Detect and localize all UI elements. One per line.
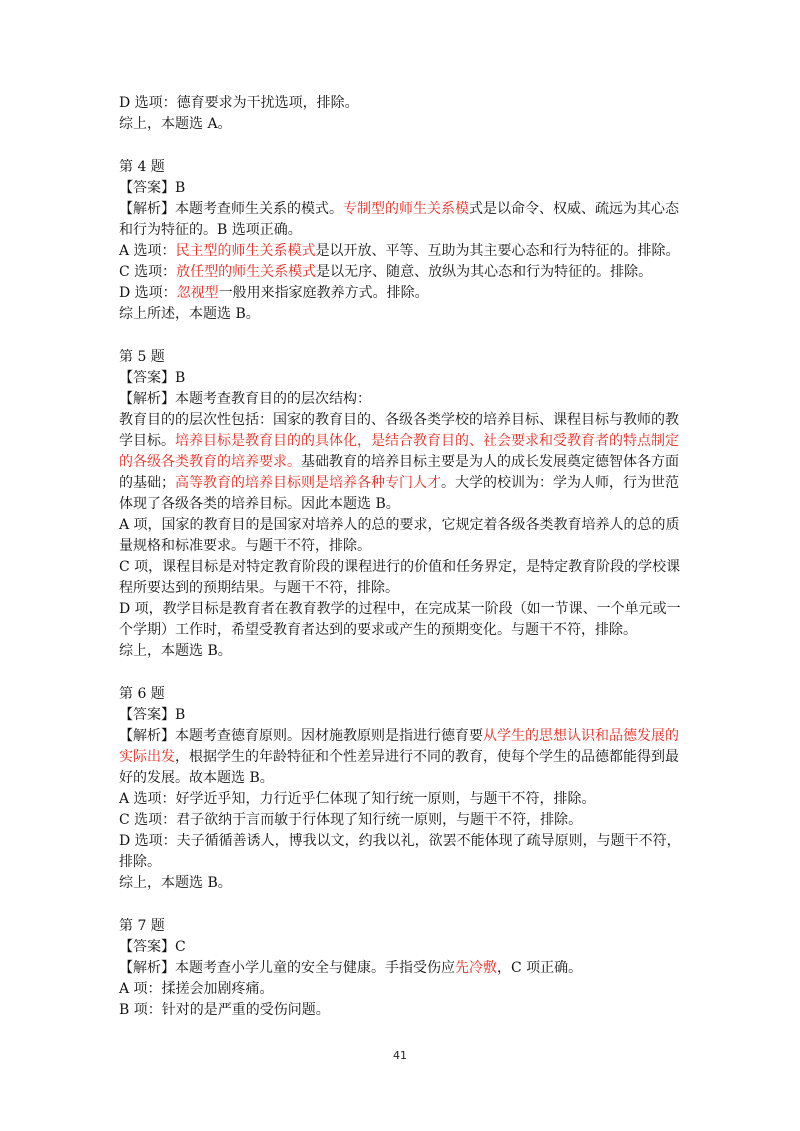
q7-title: 第 7 题 xyxy=(119,918,165,934)
q4-a-prefix: A 选项： xyxy=(119,243,176,259)
q5-option-c-line1: C 项，课程目标是对特定教育阶段的课程进行的价值和任务界定，是特定教育阶段的学校课 xyxy=(119,559,681,575)
q4-analysis-line1 xyxy=(119,199,687,220)
q7-answer: 【答案】C xyxy=(119,939,186,955)
q5-p2-highlight: 培养目标是教育目的的具体化，是结合教育目的、社会要求和受教育者的特点制定 xyxy=(175,433,679,449)
q6-title: 第 6 题 xyxy=(119,686,165,702)
q4-a-suffix: 是以开放、平等、互助为其主要心态和行为特征的。排除。 xyxy=(315,243,680,259)
q7-analysis-highlight: 先冷敷 xyxy=(455,960,497,976)
q6-analysis-line2 xyxy=(119,747,687,768)
q4-c-highlight: 放任型的师生关系模式 xyxy=(176,264,317,280)
q4-option-d xyxy=(119,283,687,304)
q6-option-d-line2: 排除。 xyxy=(119,854,161,870)
q4-analysis-line2: 和行为特征的。B 选项正确。 xyxy=(119,222,302,238)
q6-analysis-suffix: ，根据学生的年龄特征和个性差异进行不同的教育，使每个学生的品德都能得到最 xyxy=(175,749,679,765)
q5-summary: 综上，本题选 B。 xyxy=(119,643,232,659)
q5-answer: 【答案】B xyxy=(119,370,186,386)
q4-d-suffix: 一般用来指家庭教养方式。排除。 xyxy=(218,285,429,301)
page-content xyxy=(119,93,687,1021)
q6-analysis-line1 xyxy=(119,726,687,747)
q5-para-line3 xyxy=(119,452,687,473)
q4-c-prefix: C 选项： xyxy=(119,264,177,280)
page-number: 41 xyxy=(393,1049,407,1062)
q5-p4-highlight: 高等教育的培养目标则是培养各种专门人才 xyxy=(175,475,441,491)
q5-para-line4 xyxy=(119,473,687,494)
q4-answer: 【答案】B xyxy=(119,180,186,196)
prev-d-option: D 选项：德育要求为干扰选项，排除。 xyxy=(119,95,359,111)
q7-analysis-prefix: 【解析】本题考查小学儿童的安全与健康。手指受伤应 xyxy=(119,960,455,976)
q6-analysis-line3: 好的发展。故本题选 B。 xyxy=(119,770,274,786)
q7-option-b: B 项：针对的是严重的受伤问题。 xyxy=(119,1002,330,1018)
q5-p2-prefix: 学目标。 xyxy=(119,433,175,449)
q7-analysis xyxy=(119,958,687,979)
prev-summary: 综上，本题选 A。 xyxy=(119,116,232,132)
q5-option-c-line2: 程所要达到的预期结果。与题干不符，排除。 xyxy=(119,580,399,596)
q4-title: 第 4 题 xyxy=(119,159,165,175)
q6-analysis-highlight-2: 实际出发 xyxy=(119,749,175,765)
q6-option-d-line1: D 选项：夫子循循善诱人，博我以文，约我以礼，欲罢不能体现了疏导原则，与题干不符， xyxy=(119,833,681,849)
q4-a-highlight: 民主型的师生关系模式 xyxy=(175,243,316,259)
q4-analysis-prefix: 【解析】本题考查师生关系的模式。 xyxy=(119,201,343,217)
q4-analysis-highlight: 专制型的师生关系模 xyxy=(343,201,469,217)
q7-option-a: A 项：揉搓会加剧疼痛。 xyxy=(119,981,274,997)
q5-para-line2 xyxy=(119,431,687,452)
q4-summary: 综上所述，本题选 B。 xyxy=(119,306,260,322)
q4-d-highlight: 忽视型 xyxy=(176,285,219,301)
q5-option-d-line2: 个学期）工作时，希望受教育者达到的要求或产生的预期变化。与题干不符，排除。 xyxy=(119,622,637,638)
q6-summary: 综上，本题选 B。 xyxy=(119,875,232,891)
q4-option-c xyxy=(119,262,687,283)
q4-d-prefix: D 选项： xyxy=(119,285,177,301)
q6-answer: 【答案】B xyxy=(119,707,186,723)
q6-analysis-highlight-1: 从学生的思想认识和品德发展的 xyxy=(483,728,679,744)
q6-option-c: C 选项：君子欲纳于言而敏于行体现了知行统一原则，与题干不符，排除。 xyxy=(119,812,583,828)
q5-p4-prefix: 的基础； xyxy=(119,475,175,491)
q7-analysis-suffix: ，C 项正确。 xyxy=(497,960,583,976)
q5-para-line5: 体现了各级各类的培养目标。因此本题选 B。 xyxy=(119,496,400,512)
q5-p4-suffix: 。大学的校训为：学为人师，行为世范 xyxy=(441,475,679,491)
q5-analysis: 【解析】本题考查教育目的的层次结构： xyxy=(119,391,371,407)
q5-option-d-line1: D 项，教学目标是教育者在教育教学的过程中，在完成某一阶段（如一节课、一个单元或一 xyxy=(119,601,681,617)
q6-analysis-prefix: 【解析】本题考查德育原则。因材施教原则是指进行德育要 xyxy=(119,728,483,744)
q4-c-suffix: 是以无序、随意、放纵为其心态和行为特征的。排除。 xyxy=(316,264,653,280)
q5-para-line1: 教育目的的层次性包括：国家的教育目的、各级各类学校的培养目标、课程目标与教师的教 xyxy=(119,412,679,428)
q5-p3-highlight: 的各级各类教育的培养要求。 xyxy=(119,454,301,470)
q6-option-a: A 选项：好学近乎知，力行近乎仁体现了知行统一原则，与题干不符，排除。 xyxy=(119,791,596,807)
q5-option-a-line2: 量规格和标准要求。与题干不符，排除。 xyxy=(119,538,371,554)
q5-option-a-line1: A 项，国家的教育目的是国家对培养人的总的要求，它规定着各级各类教育培养人的总的质 xyxy=(119,517,680,533)
q4-option-a xyxy=(119,241,687,262)
q5-title: 第 5 题 xyxy=(119,349,165,365)
q5-p3-suffix: 基础教育的培养目标主要是为人的成长发展奠定德智体各方面 xyxy=(301,454,679,470)
q4-analysis-suffix: 式是以命令、权威、疏远为其心态 xyxy=(469,201,679,217)
